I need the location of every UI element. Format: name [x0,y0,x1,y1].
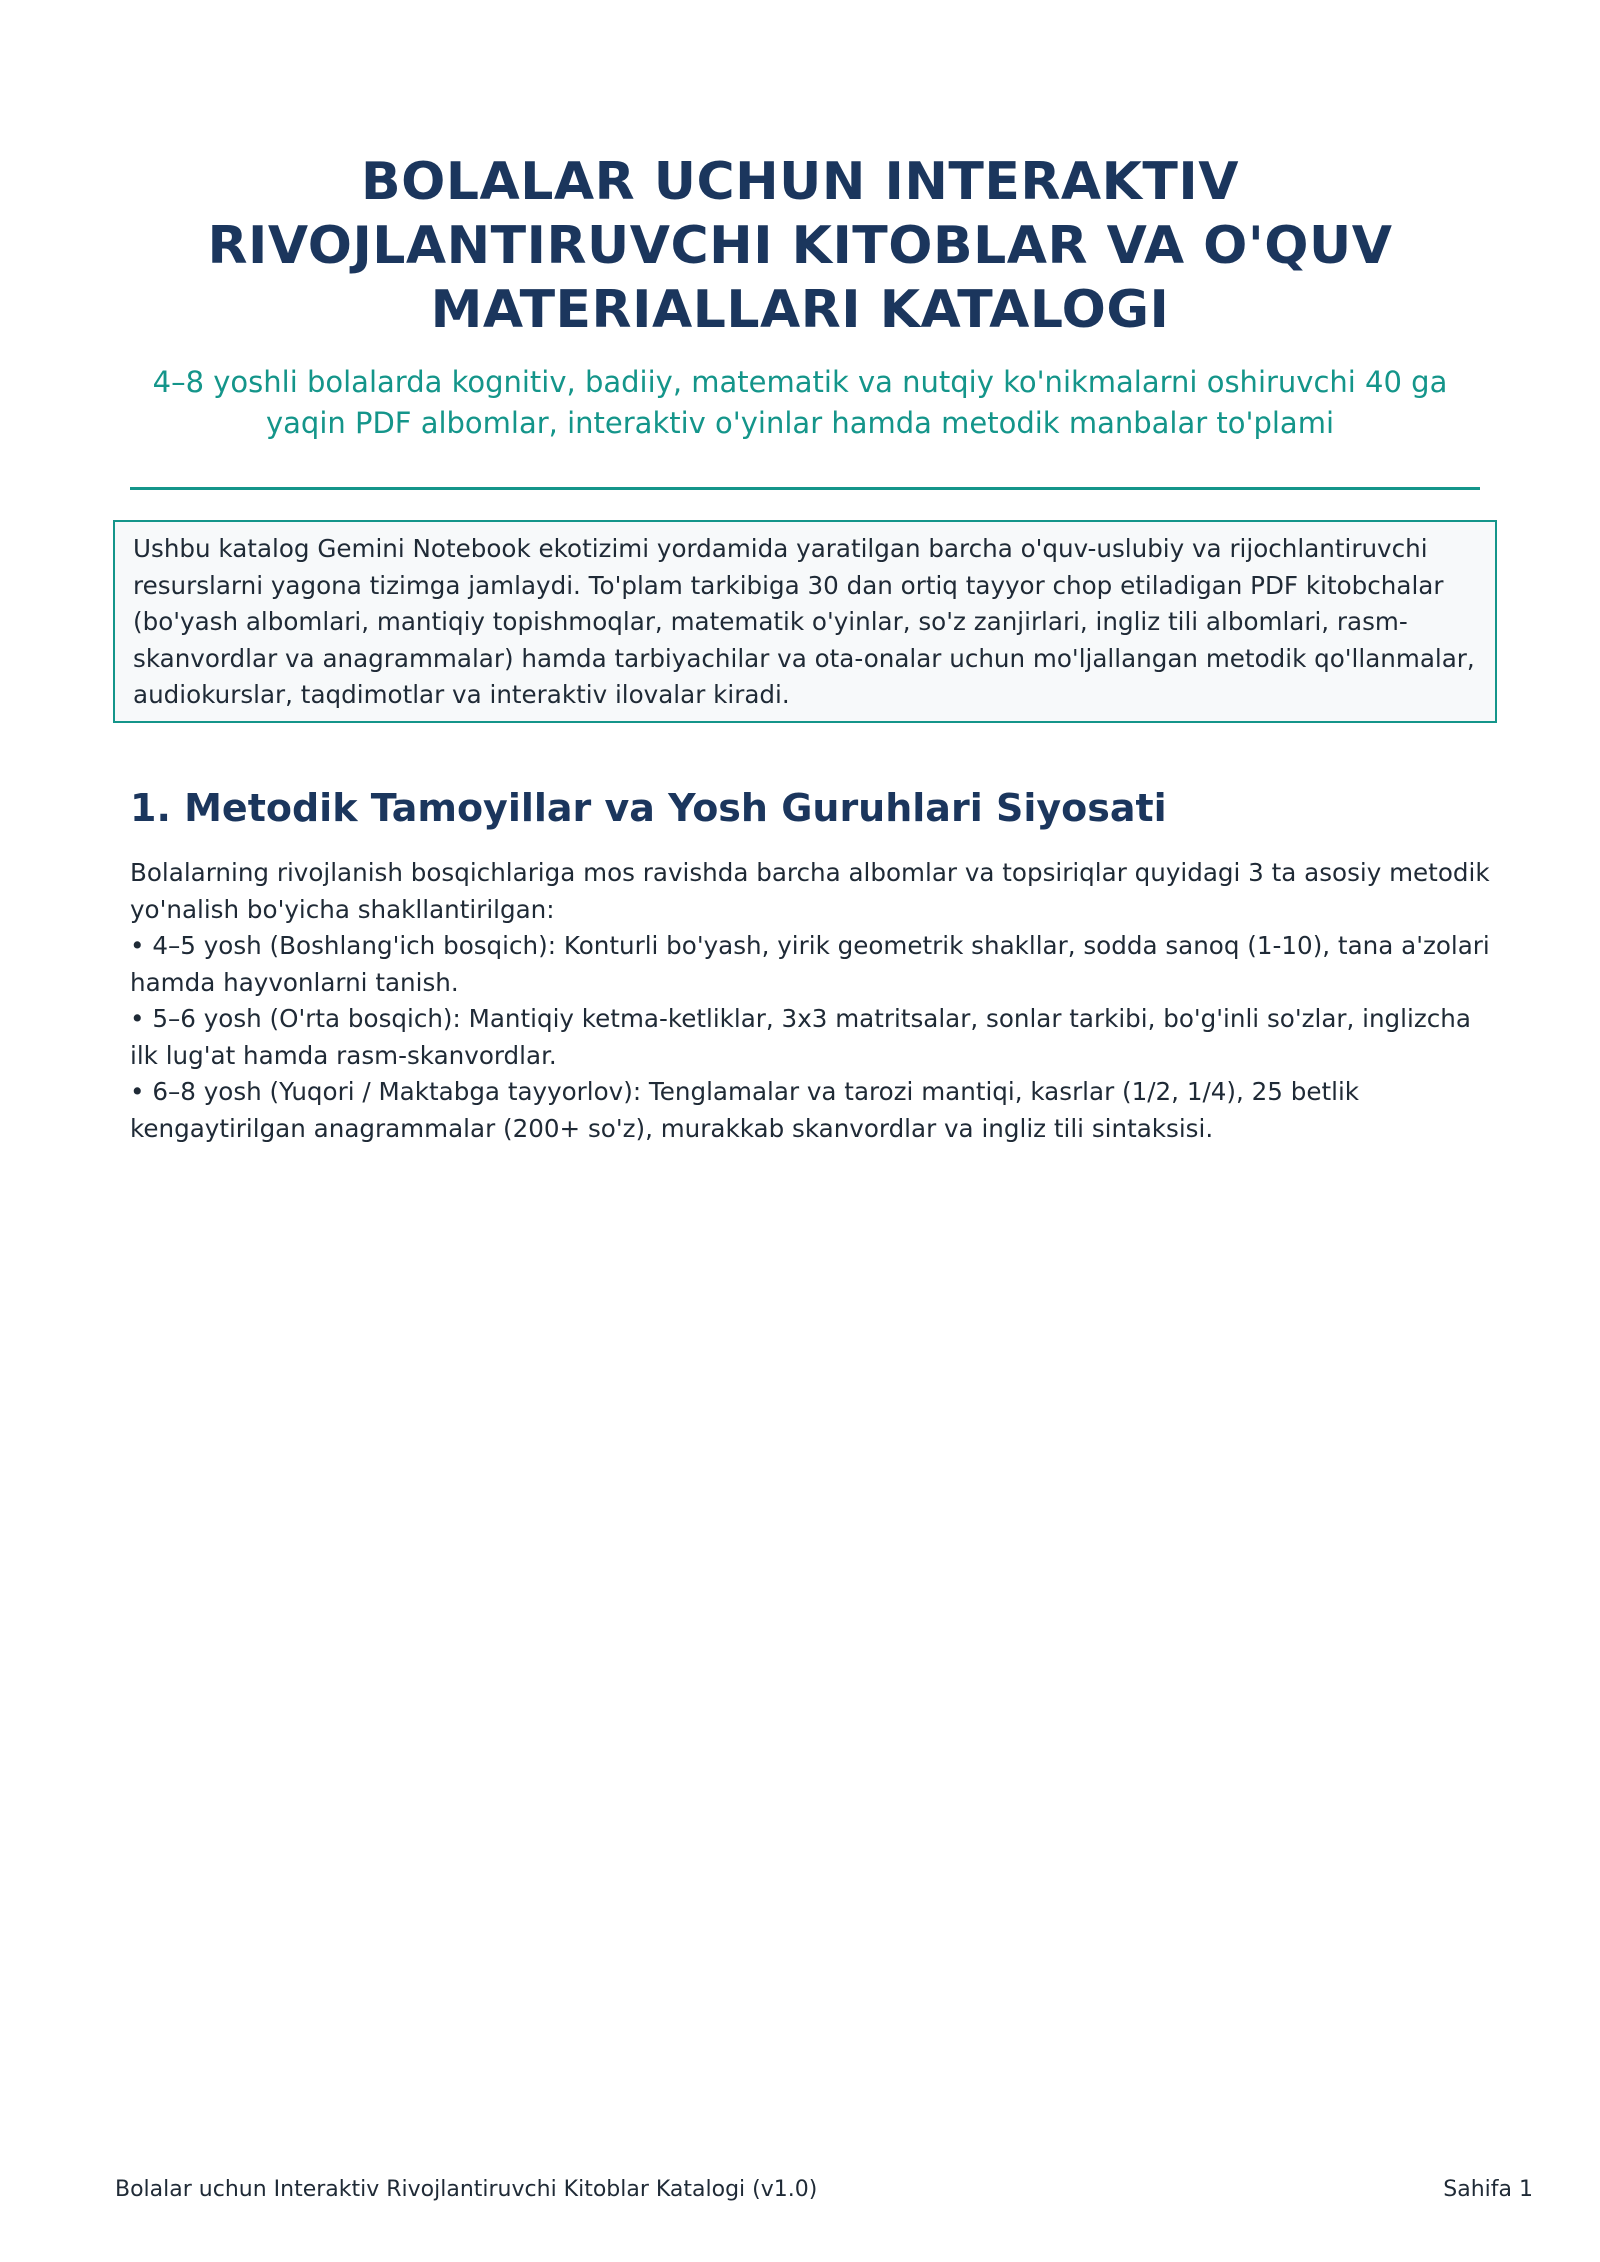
list-item: • 5–6 yosh (O'rta bosqich): Mantiqiy ketma-ketliklar, 3x3 matritsalar, sonlar tarkibi, bo'g'inli so'zlar, inglizcha ilk lug'at hamda rasm-skanvordlar. [130,1004,1471,1070]
document-subtitle: 4–8 yoshli bolalarda kognitiv, badiiy, matematik va nutqiy ko'nikmalarni oshiruvchi 40 ga yaqin PDF albomlar, interaktiv o'yinlar hamda metodik manbalar to'plami [152,365,1448,440]
section-heading: 1. Metodik Tamoyillar va Yosh Guruhlari Siyosati [130,786,1167,830]
intro-box: Ushbu katalog Gemini Notebook ekotizimi yordamida yaratilgan barcha o'quv-uslubiy va rijochlantiruvchi resurslarni yagona tizimga jamlaydi. To'plam tarkibiga 30 dan ortiq tayyor chop etiladigan PDF kitobchalar (bo'yash albomlari, mantiqiy topishmoqlar, matematik o'yinlar, so'z zanjirlari, ingliz tili albomlari, rasm-skanvordlar va anagrammalar) hamda tarbiyachilar va ota-onalar uchun mo'ljallangan metodik qo'llanmalar, audiokurslar, taqdimotlar va interaktiv ilovalar kiradi. [113,520,1497,723]
title-divider [130,487,1480,490]
section-body [130,855,1500,1147]
section-lead: Bolalarning rivojlanish bosqichlariga mos ravishda barcha albomlar va topsiriqlar quyidagi 3 ta asosiy metodik yo'nalish bo'yicha shakllantirilgan: [130,858,1490,924]
list-item: • 6–8 yosh (Yuqori / Maktabga tayyorlov): Tenglamalar va tarozi mantiqi, kasrlar (1/2, 1/4), 25 betlik kengaytirilgan anagrammalar (200+ so'z), murakkab skanvordlar va ingliz tili sintaksisi. [130,1077,1360,1143]
footer-title: Bolalar uchun Interaktiv Rivojlantiruvchi Kitoblar Katalogi (v1.0) [115,2177,818,2202]
page-number: Sahifa 1 [1443,2177,1533,2202]
document-title: BOLALAR UCHUN INTERAKTIV RIVOJLANTIRUVCHI KITOBLAR VA O'QUV MATERIALLARI KATALOGI [207,152,1393,340]
list-item: • 4–5 yosh (Boshlang'ich bosqich): Konturli bo'yash, yirik geometrik shakllar, sodda sanoq (1-10), tana a'zolari hamda hayvonlarni tanish. [130,931,1490,997]
